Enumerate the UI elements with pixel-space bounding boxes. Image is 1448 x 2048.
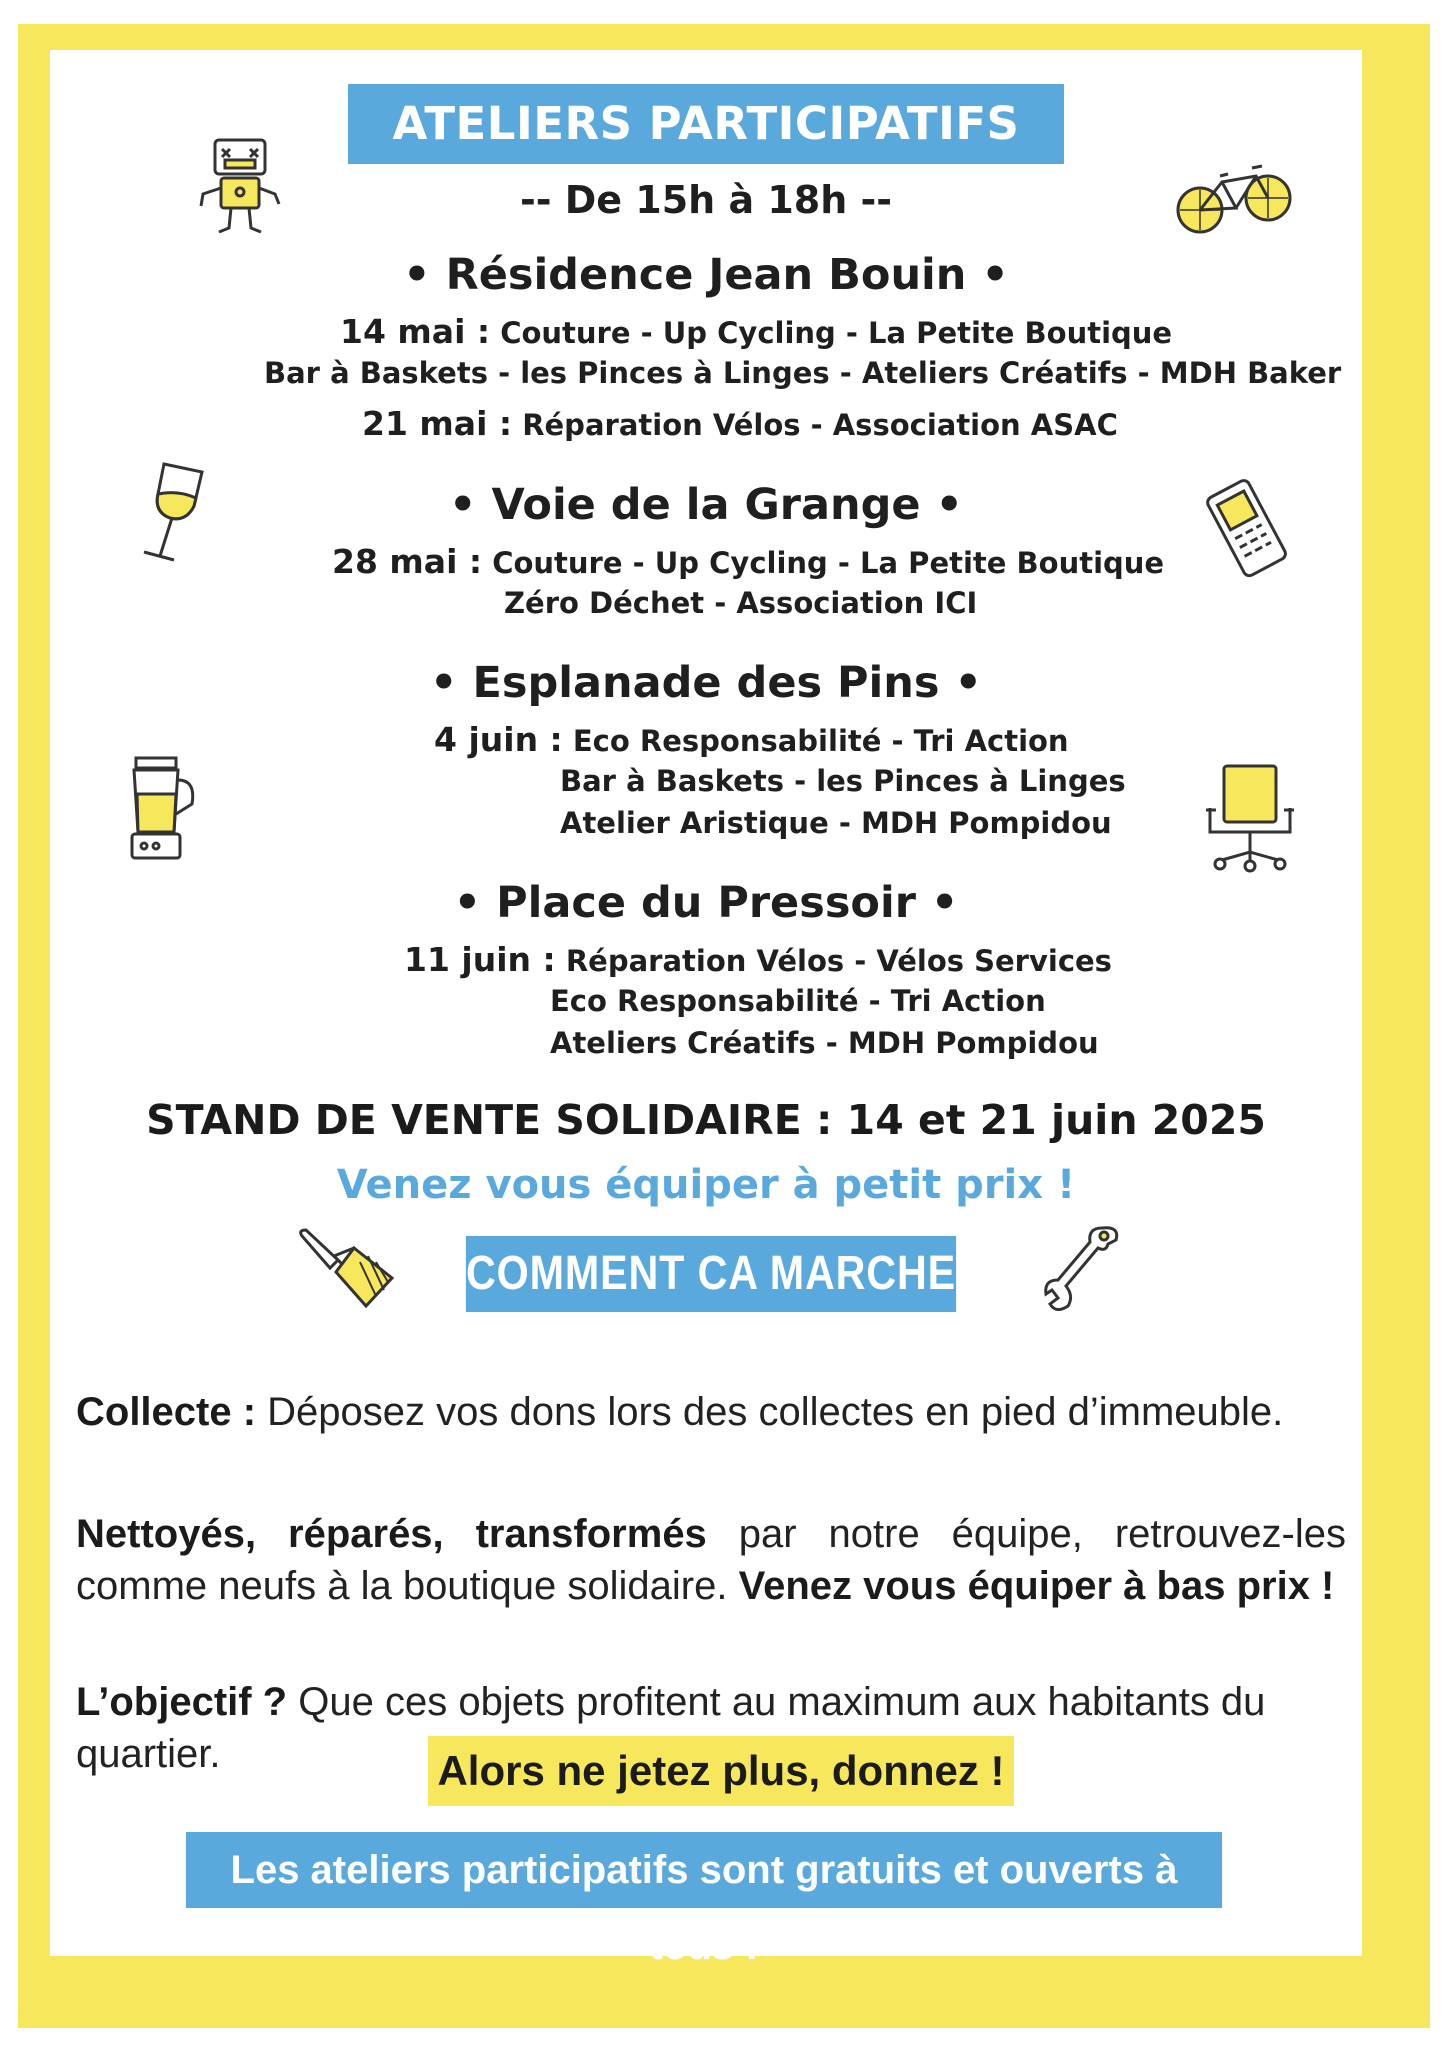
how-it-works-title: COMMENT CA MARCHE ?: [466, 1236, 956, 1312]
location-name: • Esplanade des Pins •: [430, 658, 982, 708]
page-title: ATELIERS PARTICIPATIFS: [348, 84, 1064, 164]
nettoyes-text: par notre équipe, retrouvez-les comme neufs à la boutique solidaire.: [76, 1512, 1347, 1608]
schedule-text: Eco Responsabilité - Tri Action: [572, 724, 1069, 758]
location-name: • Voie de la Grange •: [449, 480, 963, 530]
schedule-text: Réparation Vélos - Association ASAC: [522, 408, 1118, 442]
schedule-line: [362, 404, 1118, 443]
schedule-date: 4 juin :: [434, 720, 563, 759]
schedule-date: 14 mai :: [340, 312, 491, 351]
bicycle-icon: [1176, 158, 1292, 238]
opening-hours: -- De 15h à 18h --: [519, 178, 893, 222]
schedule-line: Bar à Baskets - les Pinces à Linges: [560, 764, 1126, 798]
schedule-text: Réparation Vélos - Vélos Services: [565, 944, 1112, 978]
schedule-line: Zéro Déchet - Association ICI: [504, 586, 978, 620]
schedule-text: Couture - Up Cycling - La Petite Boutique: [500, 316, 1173, 350]
schedule-line: Ateliers Créatifs - MDH Pompidou: [550, 1026, 1099, 1060]
phone-icon: [1202, 474, 1292, 584]
blender-icon: [126, 754, 206, 864]
nettoyes-paragraph: [76, 1508, 1346, 1612]
collecte-paragraph: [76, 1386, 1346, 1438]
slogan: Venez vous équiper à petit prix !: [336, 1162, 1076, 1208]
schedule-line: Eco Responsabilité - Tri Action: [550, 984, 1046, 1018]
schedule-line: Atelier Aristique - MDH Pompidou: [560, 806, 1112, 840]
schedule-line: Bar à Baskets - les Pinces à Linges - Ateliers Créatifs - MDH Baker: [264, 356, 1342, 390]
collecte-label: Collecte :: [76, 1390, 257, 1434]
schedule-date: 21 mai :: [362, 404, 513, 443]
location-name: • Place du Pressoir •: [453, 878, 959, 928]
office-chair-icon: [1202, 762, 1298, 874]
wrench-icon: [1044, 1222, 1124, 1314]
schedule-date: 11 juin :: [404, 940, 556, 979]
nettoyes-emphasis: Venez vous équiper à bas prix !: [738, 1564, 1335, 1608]
paintbrush-icon: [296, 1226, 402, 1312]
collecte-text: Déposez vos dons lors des collectes en pied d’immeuble.: [256, 1390, 1284, 1434]
schedule-line: [340, 312, 1172, 351]
sale-stand-heading: STAND DE VENTE SOLIDAIRE : 14 et 21 juin 2025: [146, 1096, 1266, 1144]
schedule-date: 28 mai :: [332, 542, 483, 581]
schedule-text: Couture - Up Cycling - La Petite Boutique: [492, 546, 1165, 580]
call-to-action: Alors ne jetez plus, donnez !: [428, 1736, 1014, 1806]
schedule-line: [404, 940, 1112, 979]
objectif-label: L’objectif ?: [76, 1680, 288, 1724]
wine-glass-icon: [134, 460, 214, 570]
location-name: • Résidence Jean Bouin •: [403, 250, 1009, 300]
objectif-text: Que ces objets profitent au maximum aux habitants du quartier.: [76, 1680, 1266, 1776]
schedule-line: [434, 720, 1069, 759]
schedule-line: [332, 542, 1164, 581]
footer-banner: Les ateliers participatifs sont gratuits et ouverts à tous !: [186, 1832, 1222, 1908]
robot-icon: [195, 132, 285, 242]
poster-sheet: [50, 50, 1362, 1968]
nettoyes-label: Nettoyés, réparés, transformés: [76, 1512, 707, 1556]
